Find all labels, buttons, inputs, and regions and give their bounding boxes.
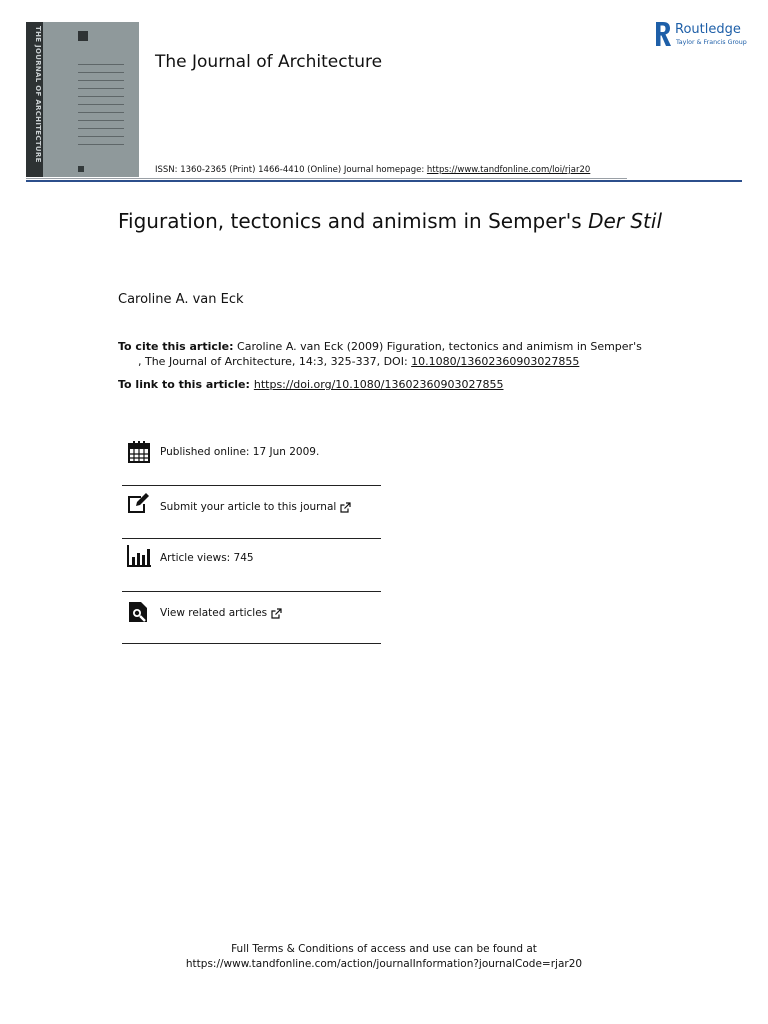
cover-publisher-icon <box>78 166 84 172</box>
cover-text-line <box>78 144 124 145</box>
cover-text-line <box>78 104 124 105</box>
cover-text-line <box>78 120 124 121</box>
cover-spine-title: THE JOURNAL OF ARCHITECTURE <box>34 26 42 163</box>
published-online-text: Published online: 17 Jun 2009. <box>160 446 320 458</box>
article-title-italic: Der Stil <box>588 209 662 233</box>
row-divider <box>122 643 381 644</box>
article-url-link[interactable]: https://doi.org/10.1080/13602360903027855 <box>253 378 504 391</box>
published-online-row <box>122 426 381 478</box>
journal-homepage-link[interactable]: https://www.tandfonline.com/loi/rjar20 <box>426 165 591 175</box>
publisher-subtitle: Taylor & Francis Group <box>676 39 747 46</box>
article-title <box>118 207 678 235</box>
search-document-icon <box>127 600 151 624</box>
bar-chart-icon <box>127 544 151 568</box>
external-link-icon <box>340 502 351 513</box>
journal-cover-image <box>26 22 139 177</box>
header-divider <box>26 180 742 182</box>
footer <box>0 942 768 972</box>
citation-block <box>118 339 658 369</box>
cover-text-line <box>78 80 124 81</box>
doi-link[interactable]: 10.1080/13602360903027855 <box>411 355 580 368</box>
cite-text-line1: Caroline A. van Eck (2009) Figuration, tectonics and animism in Semper's <box>233 340 642 353</box>
related-articles-row[interactable] <box>122 592 381 644</box>
cover-spine <box>26 22 43 177</box>
footer-terms-text: Full Terms & Conditions of access and use can be found at <box>231 943 537 955</box>
cover-text-line <box>78 72 124 73</box>
footer-terms-url[interactable]: https://www.tandfonline.com/action/journalInformation?journalCode=rjar20 <box>185 958 583 970</box>
cover-text-line <box>78 96 124 97</box>
cover-text-line <box>78 88 124 89</box>
external-link-icon <box>271 608 282 619</box>
cover-text-line <box>78 64 124 65</box>
related-articles-text: View related articles <box>160 607 268 619</box>
cover-text-line <box>78 112 124 113</box>
article-link-line <box>118 378 503 391</box>
cover-emblem-icon <box>78 31 88 41</box>
article-author: Caroline A. van Eck <box>118 292 244 307</box>
journal-title: The Journal of Architecture <box>155 52 383 72</box>
related-articles-link[interactable] <box>160 607 282 619</box>
calendar-icon <box>127 440 151 464</box>
edit-icon <box>127 492 151 516</box>
issn-text: ISSN: 1360-2365 (Print) 1466-4410 (Online) Journal homepage: <box>155 165 427 175</box>
cite-text-line2: , The Journal of Architecture, 14:3, 325-337, DOI: <box>138 355 412 368</box>
issn-line <box>155 165 590 175</box>
submit-article-row[interactable] <box>122 486 381 538</box>
article-views-text: Article views: 745 <box>160 552 254 564</box>
cover-text-line <box>78 128 124 129</box>
article-views-row <box>122 539 381 591</box>
cover-text-line <box>78 136 124 137</box>
submit-article-link[interactable] <box>160 501 351 513</box>
publisher-name: Routledge <box>675 22 741 37</box>
link-label: To link to this article: <box>118 378 250 391</box>
cite-label: To cite this article: <box>118 340 234 353</box>
header-divider-thin <box>26 178 627 179</box>
submit-article-text: Submit your article to this journal <box>160 501 337 513</box>
article-title-main: Figuration, tectonics and animism in Semper's <box>118 209 589 233</box>
